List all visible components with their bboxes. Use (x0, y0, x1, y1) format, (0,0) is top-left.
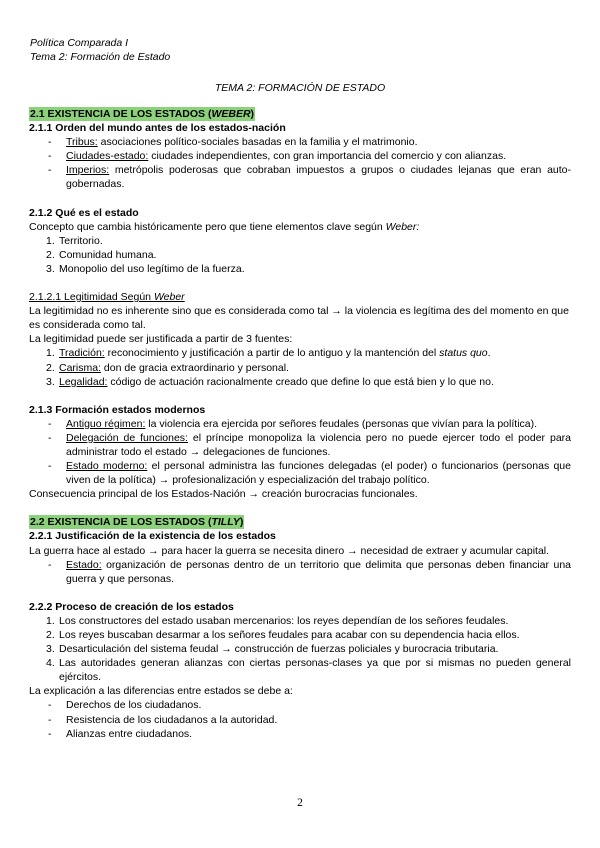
list-item: - Tribus: asociaciones político-sociales basadas en la familia y el matrimonio. (29, 135, 571, 149)
list-item: - Estado moderno: el personal administra las funciones delegadas (el poder) o funcionarios (personas que viven de la política) → profesionalización y especialización del trabajo político. (29, 459, 571, 487)
header-course: Política Comparada I (30, 37, 129, 49)
state-elements-list (29, 234, 571, 276)
list-item: - Delegación de funciones: el príncipe monopoliza la violencia pero no puede ejercer todo el poder para administrar todo el estado → delegaciones de funciones. (29, 431, 571, 459)
list-item: 1. Territorio. (46, 234, 103, 247)
consequence-paragraph: Consecuencia principal de los Estados-Nación → creación burocracias funcionales. (29, 488, 418, 501)
document-title: TEMA 2: FORMACIÓN DE ESTADO (214, 82, 386, 94)
list-item: - Alianzas entre ciudadanos. (29, 727, 571, 741)
section-2-1-3-heading: 2.1.3 Formación estados modernos (29, 403, 206, 416)
section-2-1-1-heading: 2.1.1 Orden del mundo antes de los estados-nación (29, 122, 286, 135)
list-item: 1. Tradición: reconocimiento y justificación a partir de lo antiguo y la mantención del status quo. (46, 347, 491, 360)
list-item: - Resistencia de los ciudadanos a la autoridad. (29, 713, 571, 727)
pre-state-order-list (29, 135, 571, 191)
legitimacy-sources-intro: La legitimidad puede ser justificada a partir de 3 fuentes: (29, 333, 293, 346)
differences-list (29, 698, 571, 740)
section-2-2-heading: 2.2 EXISTENCIA DE LOS ESTADOS (TILLY) (30, 516, 244, 529)
section-2-2-2-heading: 2.2.2 Proceso de creación de los estados (29, 600, 234, 613)
list-item: 2. Comunidad humana. (46, 248, 157, 261)
section-2-1-heading: 2.1 EXISTENCIA DE LOS ESTADOS (WEBER) (30, 108, 255, 120)
list-item: 3. Legalidad: código de actuación racionalmente creado que define lo que está bien y lo que no. (46, 375, 494, 388)
list-item: - Derechos de los ciudadanos. (29, 698, 571, 712)
list-item: 2. Los reyes buscaban desarmar a los señores feudales para acabar con su dependencia hacia ellos. (46, 629, 520, 641)
section-2-1-2-1-heading: 2.1.2.1 Legitimidad Según Weber (29, 291, 185, 304)
list-item: - Imperios: metrópolis poderosas que cobraban impuestos a grupos o ciudades lejanas que eran auto-gobernadas. (29, 163, 571, 191)
list-item: 4. Las autoridades generan alianzas con ciertas personas-clases ya que por si mismas no pueden general ejércitos. (46, 657, 571, 684)
war-paragraph: La guerra hace al estado → para hacer la guerra se necesita dinero → necesidad de extraer y acumular capital. (29, 544, 550, 557)
legitimacy-sources-list (29, 346, 571, 388)
header-topic: Tema 2: Formación de Estado (30, 51, 171, 63)
state-definition-list (29, 558, 571, 586)
list-item: 1. Los constructores del estado usaban mercenarios: los reyes dependían de los señores feudales. (46, 614, 509, 627)
section-2-1-2-heading: 2.1.2 Qué es el estado (29, 206, 139, 219)
page-number: 2 (297, 797, 303, 809)
differences-intro: La explicación a las diferencias entre estados se debe a: (29, 685, 293, 698)
legitimacy-paragraph: La legitimidad no es inherente sino que es considerada como tal → la violencia es legítima des del momento en que es considerada como tal. (29, 305, 569, 332)
document-body (29, 107, 571, 741)
section-2-2-1-heading: 2.2.1 Justificación de la existencia de los estados (29, 530, 276, 543)
list-item: 3. Monopolio del uso legítimo de la fuerza. (46, 262, 245, 275)
list-item: 3. Desarticulación del sistema feudal → construcción de fuerzas policiales y burocracia tributaria. (46, 643, 499, 656)
state-concept-intro: Concepto que cambia históricamente pero que tiene elementos clave según Weber: (29, 220, 420, 233)
list-item: - Estado: organización de personas dentro de un territorio que delimita que personas deben financiar una guerra y que personas. (29, 558, 571, 586)
list-item: - Ciudades-estado: ciudades independientes, con gran importancia del comercio y con alianzas. (29, 149, 571, 163)
list-item: - Antiguo régimen: la violencia era ejercida por señores feudales (personas que vivían para la política). (29, 417, 571, 431)
state-creation-list (29, 614, 571, 684)
list-item: 2. Carisma: don de gracia extraordinario y personal. (46, 361, 289, 374)
modern-states-list (29, 417, 571, 487)
